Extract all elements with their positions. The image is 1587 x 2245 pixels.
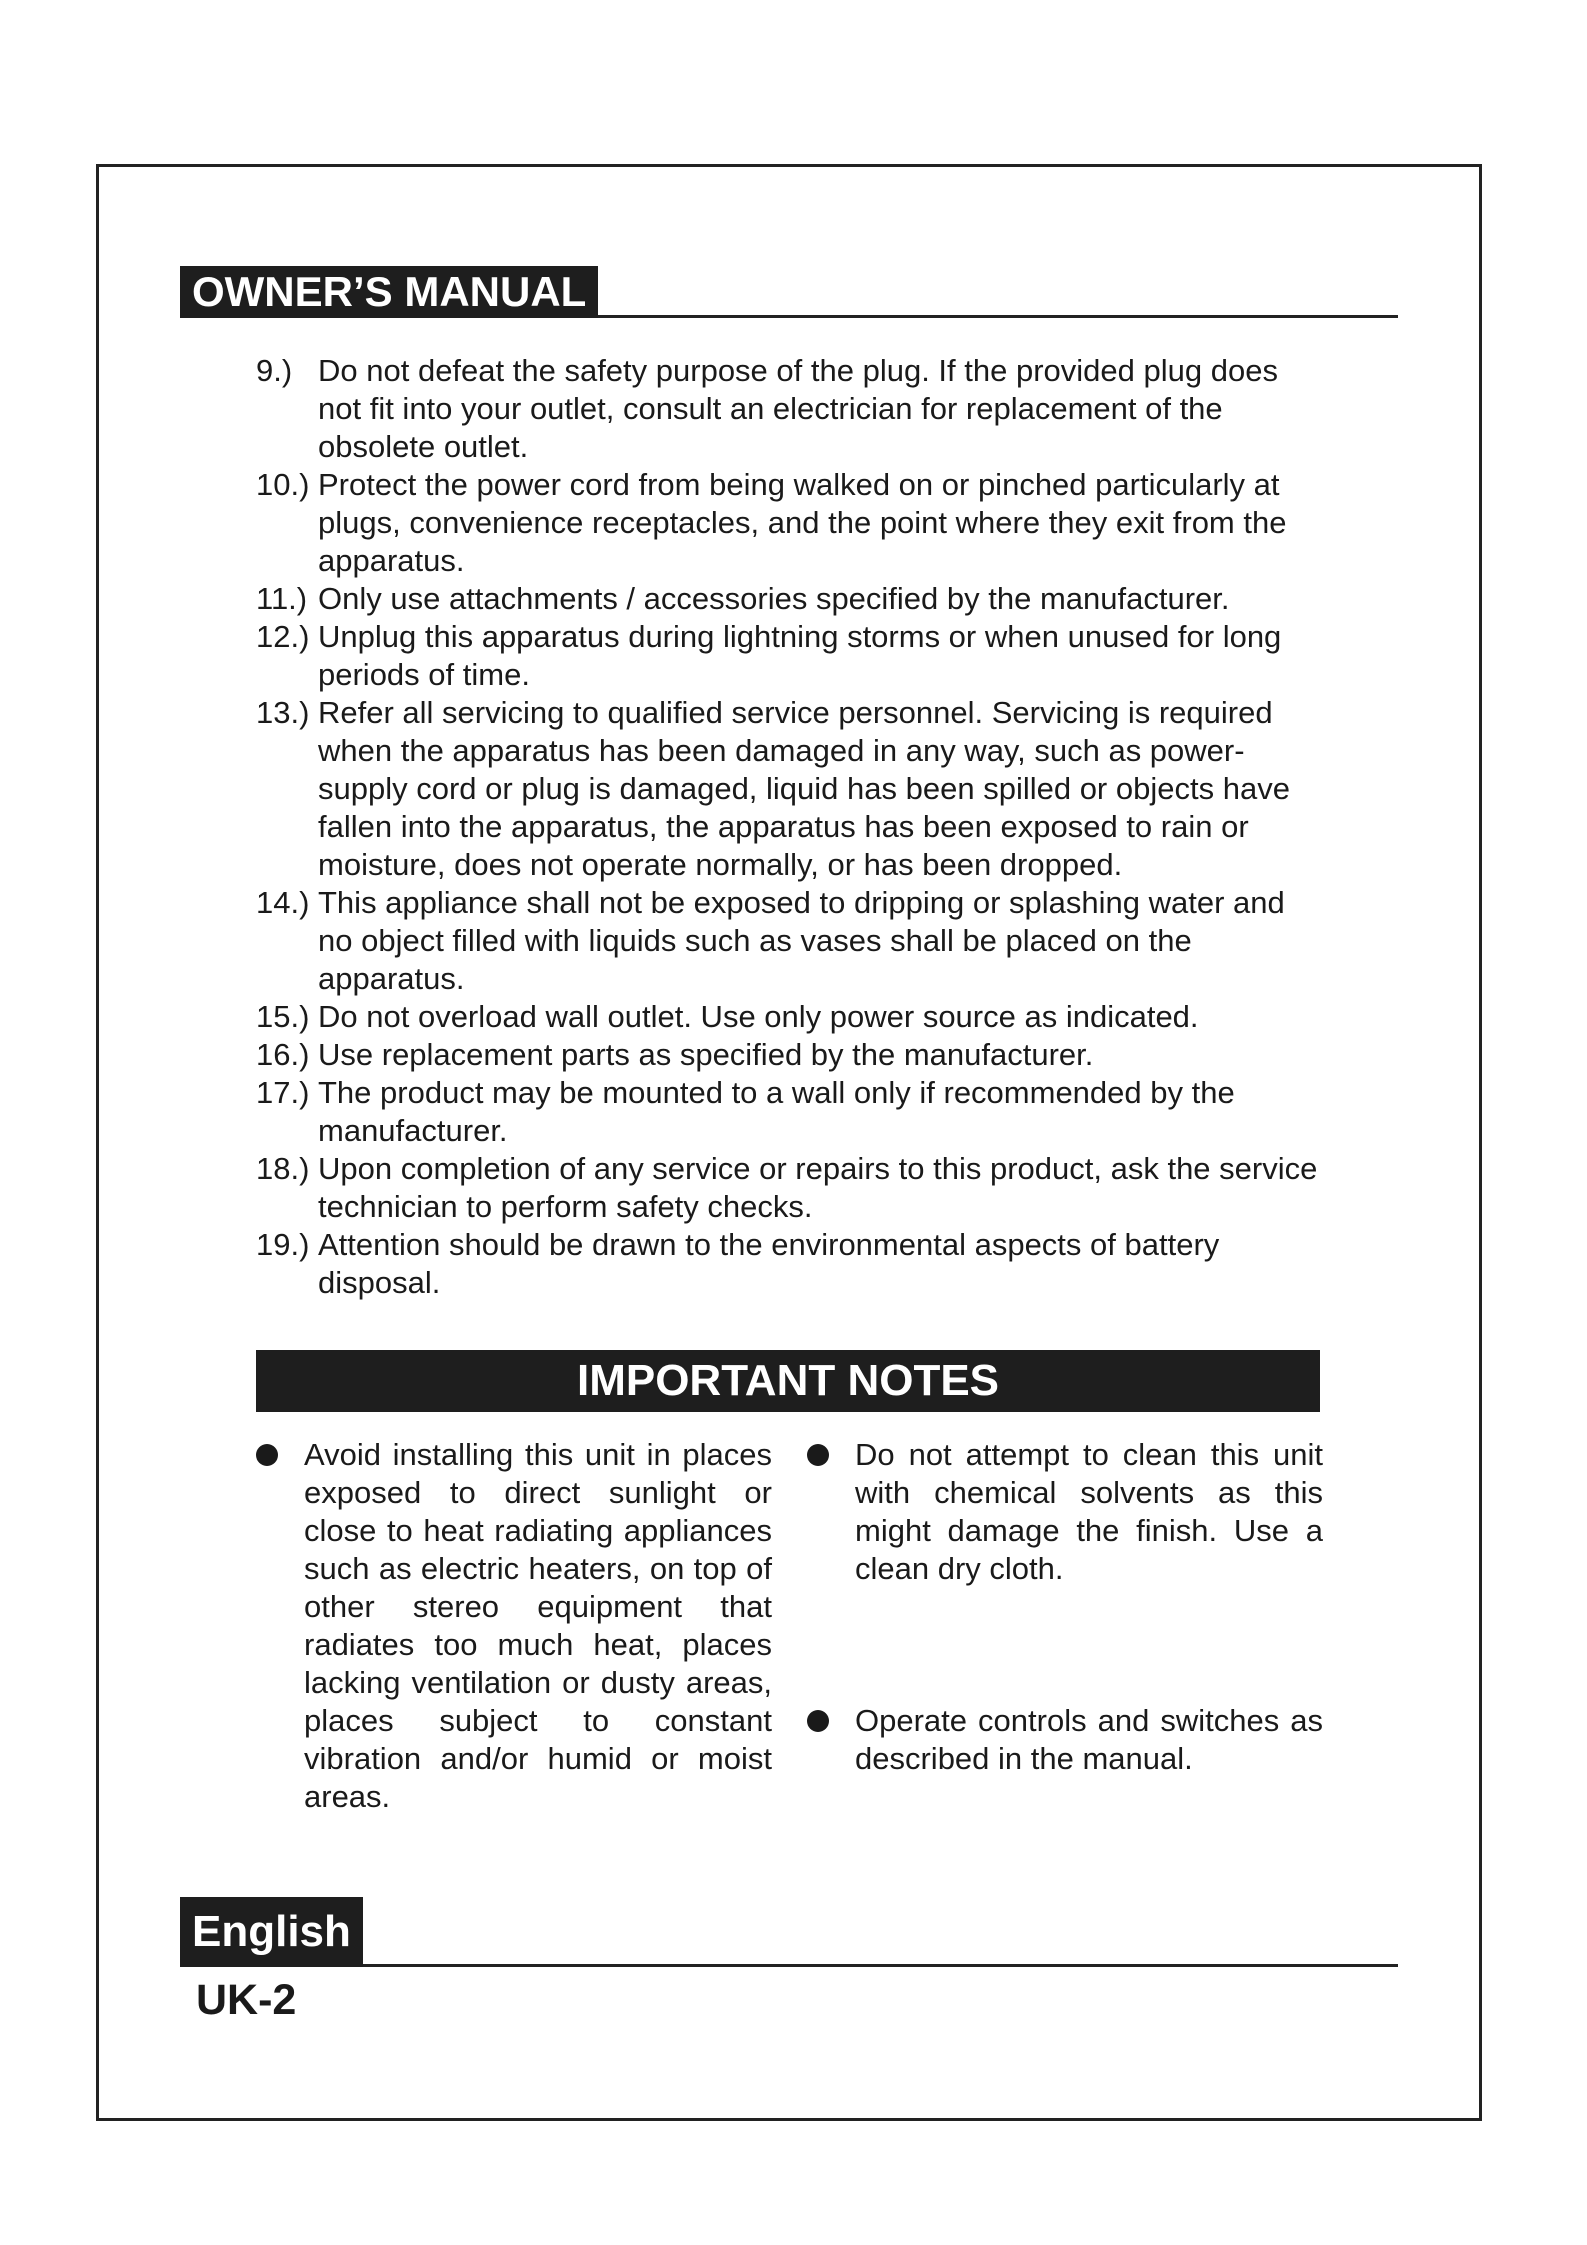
item-number: 17.) <box>256 1075 310 1110</box>
item-number: 10.) <box>256 467 310 502</box>
item-number: 12.) <box>256 619 310 654</box>
item-number: 9.) <box>256 353 293 388</box>
list-item <box>256 466 1326 580</box>
page-number: UK-2 <box>196 1976 297 2024</box>
list-item <box>256 998 1326 1036</box>
important-notes-title: IMPORTANT NOTES <box>256 1350 1320 1412</box>
list-item <box>256 1074 1326 1150</box>
item-number: 11.) <box>256 581 308 616</box>
note-item <box>807 1436 1323 1588</box>
item-text: Protect the power cord from being walked on or pinched particularly at plugs, convenience receptacles, and the point where they exit from the apparatus. <box>318 467 1287 578</box>
list-item <box>256 1036 1326 1074</box>
item-number: 16.) <box>256 1037 310 1072</box>
note-text: Operate controls and switches as described in the manual. <box>855 1703 1323 1776</box>
item-number: 13.) <box>256 695 310 730</box>
owners-manual-title: OWNER’S MANUAL <box>180 266 598 318</box>
list-item <box>256 884 1326 998</box>
item-text: Only use attachments / accessories specified by the manufacturer. <box>318 581 1230 616</box>
note-item <box>807 1702 1323 1778</box>
bullet-icon <box>807 1444 829 1466</box>
list-item <box>256 1226 1326 1302</box>
item-number: 15.) <box>256 999 310 1034</box>
note-text: Avoid installing this unit in places exposed to direct sunlight or close to heat radiating appliances such as electric heaters, on top of other stereo equipment that radiates too much heat, places lacking ventilation or dusty areas, places subject to constant vibration and/or humid or moist areas. <box>304 1437 772 1814</box>
list-item <box>256 694 1326 884</box>
owners-manual-header <box>180 266 1398 318</box>
item-text: Unplug this apparatus during lightning storms or when unused for long periods of time. <box>318 619 1282 692</box>
language-footer <box>180 1897 1398 1967</box>
safety-instructions-list <box>256 352 1326 1302</box>
item-number: 18.) <box>256 1151 310 1186</box>
item-text: Attention should be drawn to the environmental aspects of battery disposal. <box>318 1227 1220 1300</box>
list-item <box>256 580 1326 618</box>
item-text: Do not overload wall outlet. Use only power source as indicated. <box>318 999 1199 1034</box>
item-text: The product may be mounted to a wall only if recommended by the manufacturer. <box>318 1075 1235 1148</box>
item-text: Refer all servicing to qualified service personnel. Servicing is required when the apparatus has been damaged in any way, such as power-supply cord or plug is damaged, liquid has been spilled or objects have fallen into the apparatus, the apparatus has been exposed to rain or moisture, does not operate normally, or has been dropped. <box>318 695 1290 882</box>
item-text: Use replacement parts as specified by the manufacturer. <box>318 1037 1094 1072</box>
item-number: 19.) <box>256 1227 310 1262</box>
list-item <box>256 618 1326 694</box>
item-number: 14.) <box>256 885 310 920</box>
note-text: Do not attempt to clean this unit with chemical solvents as this might damage the finish. Use a clean dry cloth. <box>855 1437 1323 1586</box>
item-text: Upon completion of any service or repairs to this product, ask the service technician to perform safety checks. <box>318 1151 1318 1224</box>
note-item <box>256 1436 772 1816</box>
bullet-icon <box>807 1710 829 1732</box>
list-item <box>256 1150 1326 1226</box>
language-label: English <box>180 1897 363 1967</box>
item-text: Do not defeat the safety purpose of the plug. If the provided plug does not fit into your outlet, consult an electrician for replacement of the obsolete outlet. <box>318 353 1278 464</box>
list-item <box>256 352 1326 466</box>
bullet-icon <box>256 1444 278 1466</box>
item-text: This appliance shall not be exposed to dripping or splashing water and no object filled with liquids such as vases shall be placed on the apparatus. <box>318 885 1285 996</box>
